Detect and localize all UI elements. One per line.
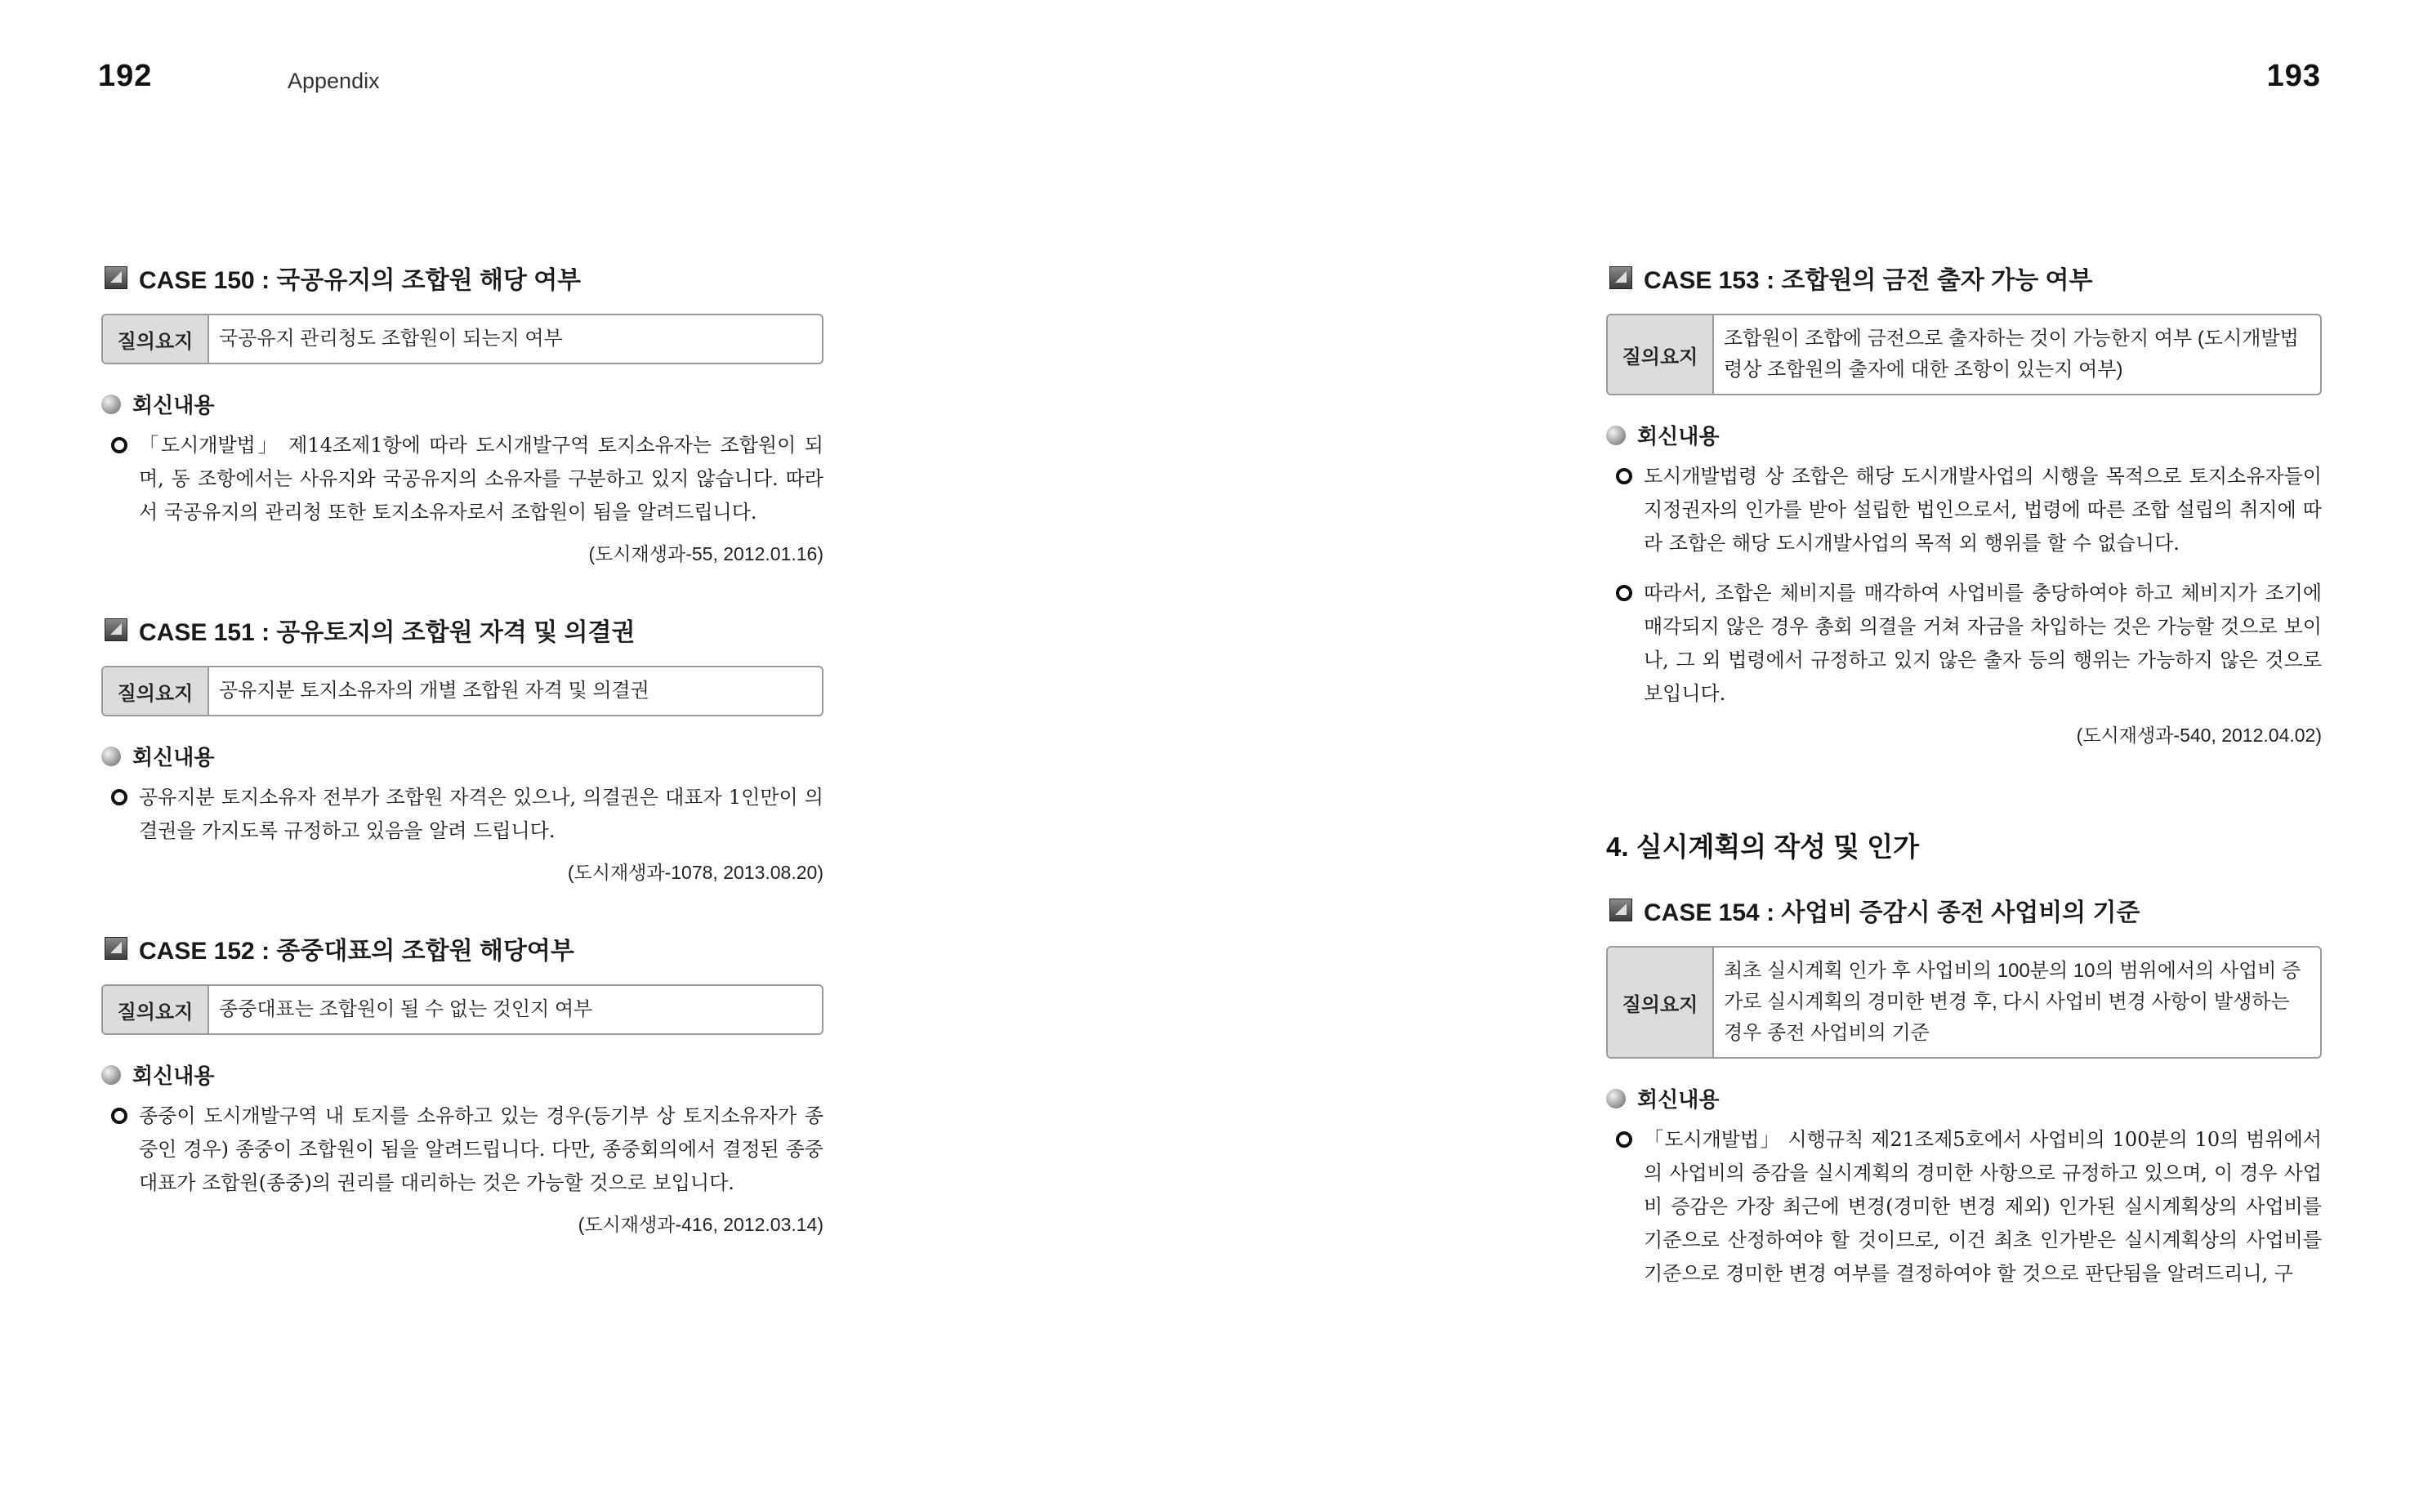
case-bullet-icon xyxy=(1609,899,1632,921)
reply-bullet-icon xyxy=(1606,426,1626,445)
case-title: CASE 151 : 공유토지의 조합원 자격 및 의결권 xyxy=(101,612,823,648)
reference: (도시재생과-540, 2012.04.02) xyxy=(2076,725,2322,746)
reply-paragraph: 「도시개발법」 제14조제1항에 따라 도시개발구역 토지소유자는 조합원이 되며, 동 조항에서는 사유지와 국공유지의 소유자를 구분하고 있지 않습니다. 따라서 국공유지의 관리청 또한 토지소유자로서 조합원이 됨을 알려드립니다. xyxy=(101,429,823,529)
reply-paragraph: 「도시개발법」 시행규칙 제21조제5호에서 사업비의 100분의 10의 범위에서의 사업비의 증감을 실시계획의 경미한 사항으로 규정하고 있으며, 이 경우 사업비 증감은 가장 최근에 변경(경미한 변경 제외) 인가된 실시계획상의 사업비를 기준으로 산정하여야 할 것이므로, 이건 최초 인가받은 실시계획상의 사업비를 기준으로 경미한 변경 여부를 결정하여야 할 것으로 판단됨을 알려드리니, 구 xyxy=(1606,1123,2322,1291)
query-box xyxy=(101,314,823,364)
section-heading: 4. 실시계획의 작성 및 인가 xyxy=(1606,832,1919,862)
reply-heading: 회신내용 xyxy=(101,1059,823,1090)
case-title: CASE 152 : 종중대표의 조합원 해당여부 xyxy=(101,930,823,966)
case-154 xyxy=(1606,892,2322,1291)
query-box xyxy=(1606,314,2322,395)
query-label: 질의요지 xyxy=(103,986,209,1033)
case-bullet-icon xyxy=(105,618,127,641)
reply-bullet-icon xyxy=(101,747,121,766)
reply-heading: 회신내용 xyxy=(101,389,823,419)
circle-bullet-icon xyxy=(111,437,127,453)
reference: (도시재생과-55, 2012.01.16) xyxy=(588,543,823,564)
right-column xyxy=(1606,260,2322,1336)
circle-bullet-icon xyxy=(1616,585,1632,601)
case-150 xyxy=(101,260,823,566)
case-bullet-icon xyxy=(105,266,127,289)
reply-paragraph: 공유지분 토지소유자 전부가 조합원 자격은 있으나, 의결권은 대표자 1인만이 의결권을 가지도록 규정하고 있음을 알려 드립니다. xyxy=(101,781,823,848)
circle-bullet-icon xyxy=(111,1108,127,1124)
case-title: CASE 153 : 조합원의 금전 출자 가능 여부 xyxy=(1606,260,2322,296)
case-title: CASE 154 : 사업비 증감시 종전 사업비의 기준 xyxy=(1606,892,2322,928)
page-number: 192 xyxy=(98,59,153,93)
reply-heading: 회신내용 xyxy=(101,741,823,771)
query-text: 최초 실시계획 인가 후 사업비의 100분의 10의 범위에서의 사업비 증가로 실시계획의 경미한 변경 후, 다시 사업비 변경 사항이 발생하는 경우 종전 사업비의 기준 xyxy=(1724,960,2301,1044)
reply-bullet-icon xyxy=(101,1065,121,1085)
reply-bullet-icon xyxy=(101,395,121,414)
query-box xyxy=(1606,946,2322,1059)
query-text: 조합원이 조합에 금전으로 출자하는 것이 가능한지 여부 (도시개발법령상 조합원의 출자에 대한 조항이 있는지 여부) xyxy=(1724,328,2299,381)
query-label: 질의요지 xyxy=(103,315,209,363)
query-label: 질의요지 xyxy=(103,667,209,715)
left-column xyxy=(101,260,823,1282)
circle-bullet-icon xyxy=(111,789,127,805)
running-head: Appendix xyxy=(288,69,380,93)
query-label: 질의요지 xyxy=(1608,315,1714,394)
query-label: 질의요지 xyxy=(1608,948,1714,1057)
case-bullet-icon xyxy=(105,937,127,960)
circle-bullet-icon xyxy=(1616,1131,1632,1148)
case-152 xyxy=(101,930,823,1237)
query-box xyxy=(101,984,823,1035)
reference: (도시재생과-416, 2012.03.14) xyxy=(578,1214,823,1235)
query-text: 종중대표는 조합원이 될 수 없는 것인지 여부 xyxy=(219,998,593,1020)
case-151 xyxy=(101,612,823,885)
case-153 xyxy=(1606,260,2322,747)
page-number: 193 xyxy=(2266,59,2321,93)
reply-heading: 회신내용 xyxy=(1606,1083,2322,1113)
case-bullet-icon xyxy=(1609,266,1632,289)
reference: (도시재생과-1078, 2013.08.20) xyxy=(567,862,823,883)
reply-paragraph: 도시개발법령 상 조합은 해당 도시개발사업의 시행을 목적으로 토지소유자들이 지정권자의 인가를 받아 설립한 법인으로서, 법령에 따른 조합 설립의 취지에 따라 조합은 해당 도시개발사업의 목적 외 행위를 할 수 없습니다. xyxy=(1606,460,2322,560)
query-text: 공유지분 토지소유자의 개별 조합원 자격 및 의결권 xyxy=(219,680,649,702)
reply-heading: 회신내용 xyxy=(1606,420,2322,450)
reply-paragraph: 종중이 도시개발구역 내 토지를 소유하고 있는 경우(등기부 상 토지소유자가 종중인 경우) 종중이 조합원이 됨을 알려드립니다. 다만, 종중회의에서 결정된 종중대표가 조합원(종중)의 권리를 대리하는 것은 가능할 것으로 보입니다. xyxy=(101,1099,823,1200)
query-text: 국공유지 관리청도 조합원이 되는지 여부 xyxy=(219,328,563,350)
circle-bullet-icon xyxy=(1616,468,1632,484)
case-title: CASE 150 : 국공유지의 조합원 해당 여부 xyxy=(101,260,823,296)
left-page xyxy=(0,0,1209,1512)
query-box xyxy=(101,666,823,716)
reply-paragraph: 따라서, 조합은 체비지를 매각하여 사업비를 충당하여야 하고 체비지가 조기에 매각되지 않은 경우 총회 의결을 거쳐 자금을 차입하는 것은 가능할 것으로 보이나, 그 외 법령에서 규정하고 있지 않은 출자 등의 행위는 가능하지 않은 것으로 보입니다. xyxy=(1606,577,2322,711)
reply-bullet-icon xyxy=(1606,1089,1626,1108)
